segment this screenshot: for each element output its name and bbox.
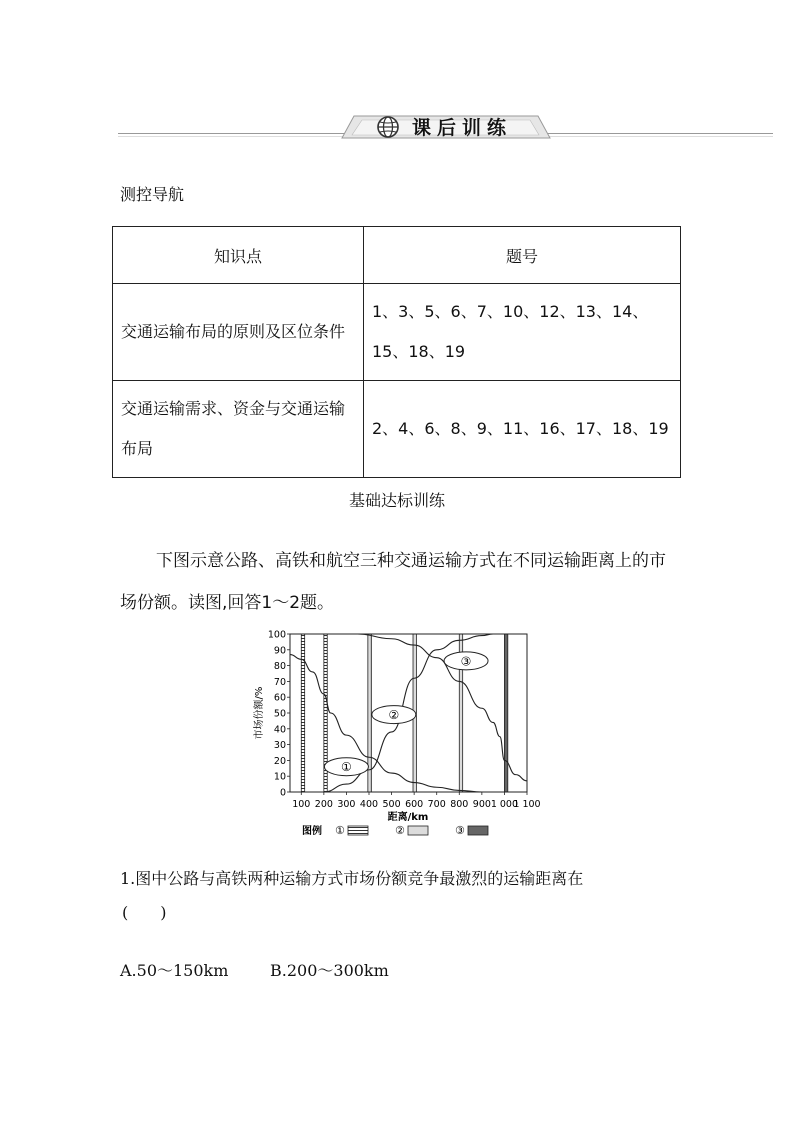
y-tick-label: 90 [273, 645, 286, 657]
topic-cell: 交通运输需求、资金与交通运输布局 [113, 381, 364, 478]
table-row [113, 284, 681, 381]
x-tick-label: 600 [405, 799, 424, 810]
y-tick-label: 70 [273, 676, 286, 688]
legend-swatch [468, 826, 488, 835]
y-tick-label: 100 [267, 629, 286, 641]
x-tick-label: 300 [337, 799, 356, 810]
header-questions: 题号 [364, 227, 681, 284]
y-tick-label: 0 [279, 787, 286, 799]
section-title: 基础达标训练 [348, 491, 445, 510]
header-topic: 知识点 [113, 227, 364, 284]
x-tick-label: 400 [359, 799, 379, 810]
table-row [113, 381, 681, 478]
legend-label: ② [395, 824, 405, 837]
nav-title: 测控导航 [120, 185, 185, 204]
curve-label: ③ [460, 654, 472, 669]
x-tick-label: 900 [472, 799, 491, 810]
curve-label: ② [388, 708, 400, 723]
legend [302, 824, 488, 837]
x-tick-label: 500 [382, 799, 401, 810]
x-tick-label: 800 [450, 799, 469, 810]
legend-swatch [348, 826, 368, 835]
questions-cell: 1、3、5、6、7、10、12、13、14、15、18、19 [364, 284, 681, 381]
y-tick-label: 50 [273, 708, 286, 720]
x-tick-label: 1 000 [490, 799, 519, 810]
option-a: A.50～150km [120, 961, 229, 980]
legend-swatch [408, 826, 428, 835]
section-header-title: 课后训练 [412, 117, 513, 139]
x-tick-label: 100 [292, 799, 311, 810]
question-1-text: 1.图中公路与高铁两种运输方式市场份额竞争最激烈的运输距离在 [120, 869, 584, 888]
x-tick-label: 700 [427, 799, 446, 810]
x-axis-label: 距离/km [387, 812, 429, 823]
intro-paragraph: 下图示意公路、高铁和航空三种交通运输方式在不同运输距离上的市场份额。读图,回答1～2题。 [120, 551, 666, 613]
y-tick-label: 40 [273, 724, 286, 736]
legend-label: ③ [455, 824, 465, 837]
x-tick-label: 200 [314, 799, 333, 810]
option-b: B.200～300km [270, 961, 389, 980]
globe-icon [378, 117, 398, 137]
y-tick-label: 30 [273, 740, 286, 752]
market-share-chart [250, 622, 550, 844]
y-tick-label: 10 [273, 771, 286, 783]
table-header-row [113, 227, 681, 284]
answer-blank: ( ) [122, 903, 167, 922]
topic-cell: 交通运输布局的原则及区位条件 [113, 284, 364, 381]
legend-label: ① [335, 824, 345, 837]
y-tick-label: 80 [273, 661, 286, 673]
y-tick-label: 60 [273, 692, 286, 704]
curve-label: ① [341, 760, 352, 775]
x-tick-label: 1 100 [513, 799, 541, 810]
knowledge-table [112, 226, 681, 478]
legend-title: 图例 [302, 826, 322, 837]
y-axis-label: 市场份额/% [254, 686, 265, 740]
y-tick-label: 20 [273, 755, 286, 767]
questions-cell: 2、4、6、8、9、11、16、17、18、19 [364, 381, 681, 478]
band-7 [504, 634, 507, 792]
band-1 [301, 634, 304, 792]
